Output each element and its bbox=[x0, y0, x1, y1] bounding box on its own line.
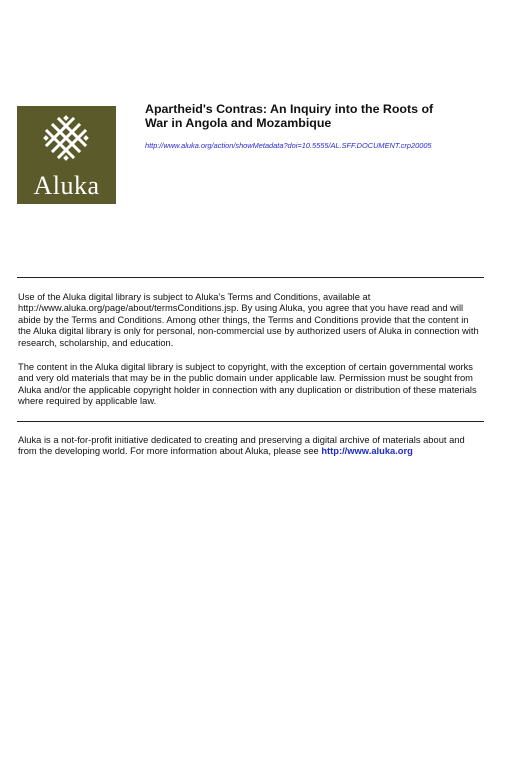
document-title: Apartheid's Contras: An Inquiry into the Roots of War in Angola and Mozambique bbox=[145, 102, 434, 130]
about-text: Aluka is a not-for-profit initiative dedicated to creating and preserving a digital archive of materials about and from the developing world. For more information about Aluka, please see bbox=[18, 435, 465, 457]
document-metadata-link[interactable]: http://www.aluka.org/action/showMetadata?doi=10.5555/AL.SFF.DOCUMENT.crp20005 bbox=[145, 141, 432, 150]
divider bbox=[17, 421, 484, 422]
divider bbox=[17, 277, 484, 278]
copyright-paragraph: The content in the Aluka digital library is subject to copyright, with the exception of certain governmental works and very old materials that may be in the public domain under applicable law. Permission must be sought from Aluka and/or the applicable copyright holder in connection with any duplication or distribution of these materials where required by applicable law. bbox=[18, 362, 477, 407]
terms-paragraph: Use of the Aluka digital library is subject to Aluka’s Terms and Conditions, available at http://www.aluka.org/page/about/termsConditions.jsp. By using Aluka, you agree that you have read and will abide by the Terms and Conditions. Among other things, the Terms and Conditions provide that the content in the Aluka digital library is only for personal, non-commercial use by authorized users of Aluka in connection with research, scholarship, and education. bbox=[18, 292, 479, 348]
woven-pattern-icon bbox=[17, 106, 116, 176]
logo-text: Aluka bbox=[33, 171, 100, 200]
about-paragraph bbox=[18, 435, 484, 458]
aluka-website-link[interactable]: http://www.aluka.org bbox=[321, 446, 413, 457]
aluka-logo bbox=[17, 106, 116, 204]
